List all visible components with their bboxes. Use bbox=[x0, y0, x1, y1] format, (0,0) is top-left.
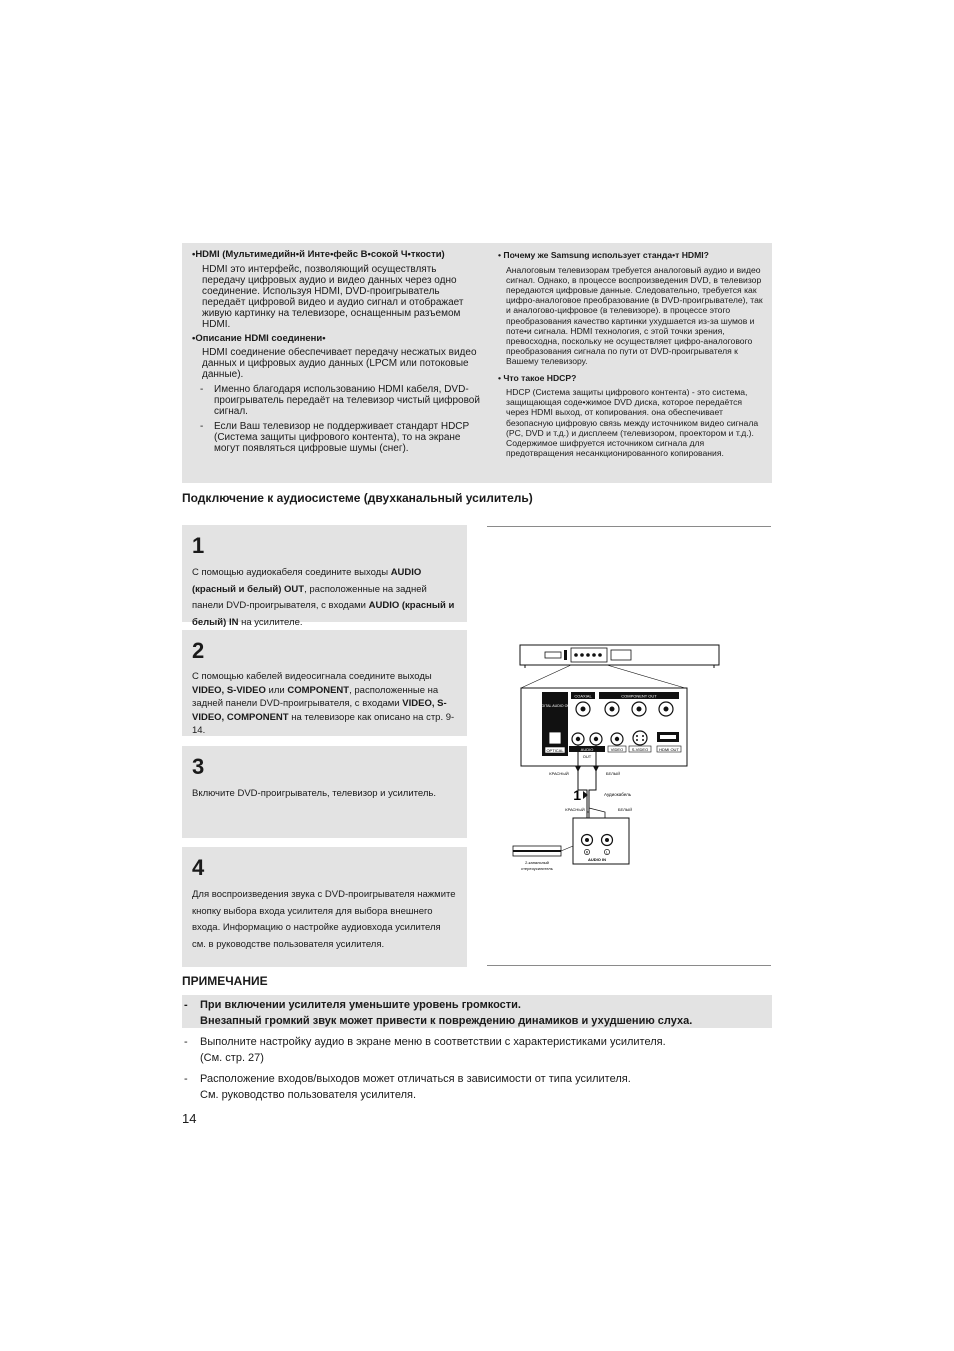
step-text: С помощью аудиокабеля соедините выходы AUDIO (красный и белый) OUT, расположенные на задней панели DVD-проигрывателя, с входами AUDIO (красный и белый) IN на усилителе. bbox=[192, 567, 455, 628]
hdcp-note-item: - Если Ваш телевизор не поддерживает стандарт HDCP (Система защиты цифрового контента), то на экране могут появляться цифровые шумы (снег). bbox=[200, 421, 469, 454]
step-4 bbox=[182, 847, 467, 967]
note-item-1: - При включении усилителя уменьшите уровень громкости. Внезапный громкий звук может привести к повреждению динамиков и ухудшению слуха. bbox=[184, 999, 693, 1027]
audio-in-label: AUDIO IN bbox=[588, 857, 606, 862]
audio-label: AUDIO bbox=[580, 747, 594, 752]
video-label: VIDEO bbox=[610, 747, 624, 752]
white-label-top: БЕЛЫЙ bbox=[605, 771, 621, 776]
divider-bottom bbox=[487, 965, 771, 966]
coaxial-label: COAXIAL bbox=[574, 693, 592, 699]
hdmi-info-left-column bbox=[192, 250, 482, 458]
hdmi-heading: •HDMI (Мультимедийн•й Инте•фейс В•сокой Ч•ткости) bbox=[192, 249, 445, 260]
hdmi-out-label: HDMI OUT bbox=[659, 747, 679, 752]
hdmi-description: HDMI это интерфейс, позволяющий осуществлять передачу цифровых аудио и видео данных через одно соединение. Используя HDMI, DVD-проигрыватель передаёт цифровой видео и аудио сигнал и отображает живую картинку на телевизоре, оснащенным разъемом HDMI. bbox=[202, 263, 464, 330]
what-is-hdcp-heading: • Что такое HDCP? bbox=[498, 372, 577, 383]
out-label: OUT bbox=[582, 754, 592, 759]
red-label-bottom: КРАСНЫЙ bbox=[565, 807, 585, 812]
step-3 bbox=[182, 746, 467, 838]
step-text: Включите DVD-проигрыватель, телевизор и усилитель. bbox=[192, 788, 436, 799]
component-out-label: COMPONENT OUT bbox=[621, 693, 657, 699]
step-text: С помощью кабелей видеосигнала соедините выходы VIDEO, S-VIDEO или COMPONENT, расположенные на задней панели DVD-проигрывателя, с входами VIDEO, S-VIDEO, COMPONENT на телевизоре как описано на стр. 9-14. bbox=[192, 671, 455, 737]
why-hdmi-heading: • Почему же Samsung использует станда•т HDMI? bbox=[498, 250, 709, 260]
red-label-top: КРАСНЫЙ bbox=[549, 771, 569, 776]
note-title: ПРИМЕЧАНИЕ bbox=[182, 974, 268, 988]
amp-label-line1: 2-канальный bbox=[525, 860, 549, 865]
note-item-3: - Расположение входов/выходов может отличаться в зависимости от типа усилителя. См. руководство пользователя усилителя. bbox=[184, 1073, 631, 1101]
section-title: Подключение к аудиосистеме (двухканальный усилитель) bbox=[182, 491, 533, 505]
divider-top bbox=[487, 526, 771, 527]
step-number: 1 bbox=[192, 533, 205, 558]
step-number: 3 bbox=[192, 754, 205, 779]
cable-step-number: 1 bbox=[573, 787, 581, 803]
svideo-label: S-VIDEO bbox=[631, 747, 649, 752]
audio-cable-label: Аудиокабель bbox=[604, 792, 632, 797]
why-hdmi-text: Аналоговым телевизорам требуется аналоговый аудио и видео сигнал. Однако, в процессе воспроизведения DVD, в телевизор передаются цифровые данные. Следовательно, требуется как цифро-аналоговое преобразование (в DVD-проигрывателе), так и аналогово-цифровое (в телевизоре). в процессе этого преобразования качество картинки ухудшается из-за шумов и поте•и сигнала. HDMI технология, с этой точки зрения, превосходна, поскольку не осуществляет цифро-аналогового преобразования сигнала по пути от DVD-проигрывателя к Вашему телевизору. bbox=[506, 264, 763, 367]
step-number: 2 bbox=[192, 638, 205, 663]
page-number: 14 bbox=[182, 1111, 197, 1126]
optical-label: OPTICAL bbox=[546, 748, 564, 753]
hdmi-connection-heading: •Описание HDMI соединени• bbox=[192, 332, 326, 344]
step-2 bbox=[182, 630, 467, 736]
step-text: Для воспроизведения звука с DVD-проигрывателя нажмите кнопку выбора входа усилителя для выбора внешнего входа. Информацию о настройке аудиовхода усилителя см. в руководстве пользователя усилителя. bbox=[192, 889, 456, 950]
what-is-hdcp-text: HDCP (Система защиты цифрового контента) - это система, защищающая соде•жимое DVD диска, которое передаётся через HDMI выход, от копирования. она обеспечивает безопасную цифровую связь между источником видео сигнала (PC, DVD и т.д.) и дисплеем (телевизором, проектором и т.д.). Содержимое шифруется источником сигнала для предотвращения несанкционированного копирования. bbox=[506, 387, 759, 459]
step-number: 4 bbox=[192, 855, 205, 880]
step-1 bbox=[182, 525, 467, 628]
hdmi-connection-description: HDMI соединение обеспечивает передачу несжатых видео данных и цифровых аудио данных (LPCM или потоковые данные). bbox=[202, 347, 477, 380]
hdmi-info-box bbox=[182, 243, 772, 483]
hdmi-info-right-column bbox=[498, 250, 764, 464]
left-channel-label: L bbox=[606, 850, 608, 855]
right-channel-label: R bbox=[585, 850, 589, 855]
white-label-bottom: БЕЛЫЙ bbox=[617, 807, 633, 812]
hdmi-note-item: - Именно благодаря использованию HDMI кабеля, DVD-проигрыватель передаёт на телевизор чистый цифровой сигнал. bbox=[200, 384, 480, 417]
digital-out-label: DIGITAL AUDIO OUT bbox=[537, 704, 573, 708]
note-item-2: - Выполните настройку аудио в экране меню в соответствии с характеристиками усилителя. (См. стр. 27) bbox=[184, 1036, 666, 1064]
amplifier-connection-diagram bbox=[509, 640, 771, 880]
amp-label-line2: стереоусилитель bbox=[521, 866, 553, 871]
